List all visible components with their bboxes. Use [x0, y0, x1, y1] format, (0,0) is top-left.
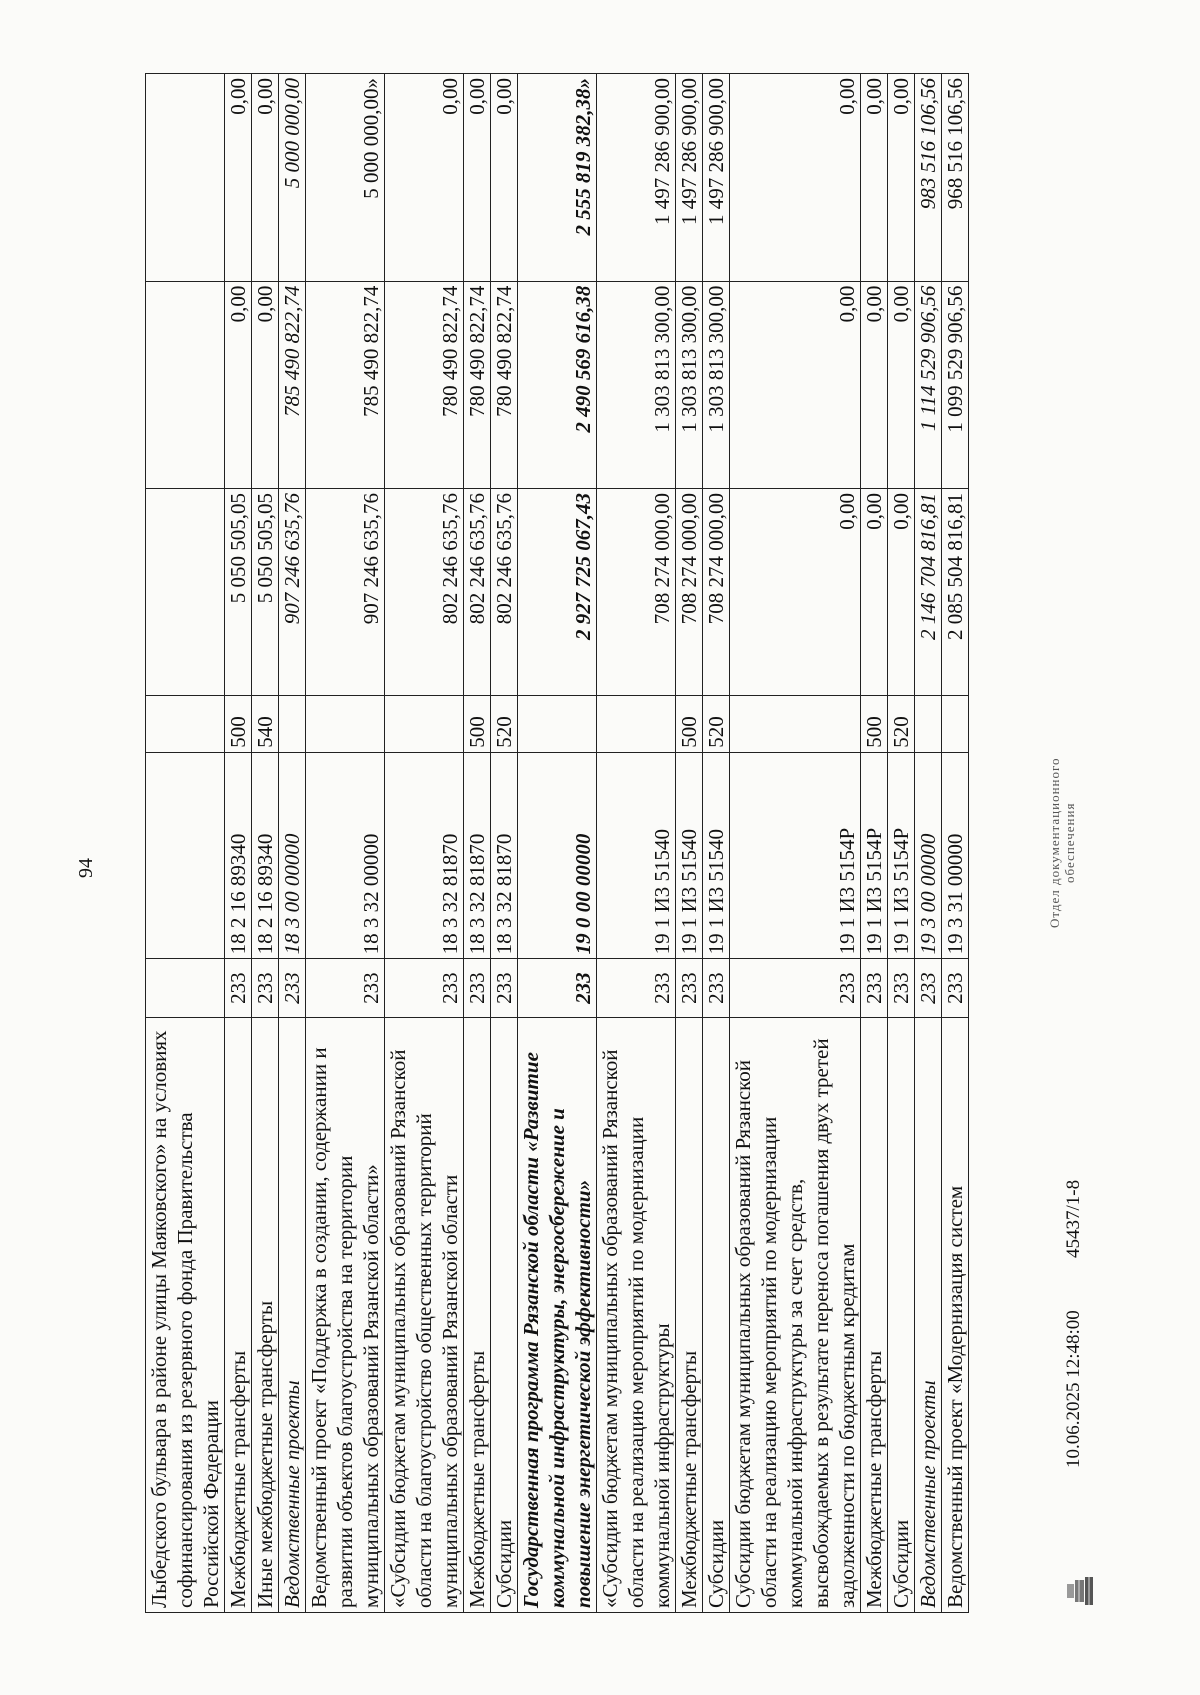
- row-expense-type-cell: 540: [252, 695, 279, 751]
- row-ministry-code-cell: [146, 958, 225, 1016]
- row-ministry-code-cell: 233: [915, 958, 942, 1016]
- row-amount-year2-cell: [146, 281, 225, 488]
- row-ministry-code-cell: 233: [385, 958, 464, 1016]
- table-row: [730, 73, 861, 1612]
- row-amount-year2-cell: 0,00: [252, 281, 279, 488]
- page-number: 94: [75, 857, 97, 878]
- row-expense-type-cell: [518, 695, 597, 751]
- row-expense-type-cell: 500: [861, 695, 888, 751]
- row-name-cell: Ведомственный проект «Поддержка в создании, содержании и развитии объектов благоустройства на территории муниципальных образований Рязанской области»: [306, 1017, 385, 1612]
- table-row: [703, 73, 730, 1612]
- table-row: [597, 73, 676, 1612]
- footer-department-stamp: [1047, 757, 1077, 928]
- row-amount-year1-cell: 708 274 000,00: [676, 488, 703, 695]
- row-name-cell: Межбюджетные трансферты: [464, 1017, 491, 1612]
- row-amount-year1-cell: 907 246 635,76: [279, 488, 306, 695]
- row-ministry-code-cell: 233: [597, 958, 676, 1016]
- row-amount-year2-cell: 780 490 822,74: [491, 281, 518, 488]
- row-amount-year1-cell: 0,00: [730, 488, 861, 695]
- row-ministry-code-cell: 233: [252, 958, 279, 1016]
- row-expense-type-cell: [385, 695, 464, 751]
- row-expense-type-cell: 520: [491, 695, 518, 751]
- row-amount-year1-cell: 802 246 635,76: [385, 488, 464, 695]
- row-amount-year1-cell: 708 274 000,00: [703, 488, 730, 695]
- row-amount-year1-cell: 802 246 635,76: [491, 488, 518, 695]
- row-ministry-code-cell: 233: [491, 958, 518, 1016]
- document-system-icon: [1063, 1574, 1097, 1608]
- row-amount-year1-cell: [146, 488, 225, 695]
- footer-dept-line1: Отдел документационного: [1047, 757, 1062, 928]
- row-ministry-code-cell: 233: [676, 958, 703, 1016]
- row-target-article-cell: 18 3 32 00000: [306, 752, 385, 959]
- row-target-article-cell: 19 1 И3 5154Р: [861, 752, 888, 959]
- row-target-article-cell: 18 3 32 81870: [464, 752, 491, 959]
- row-ministry-code-cell: 233: [279, 958, 306, 1016]
- table-row: [225, 73, 252, 1612]
- row-ministry-code-cell: 233: [861, 958, 888, 1016]
- footer-doc-code: 45437/1-8: [1063, 1179, 1084, 1258]
- row-amount-year3-cell: 0,00: [730, 73, 861, 281]
- row-name-cell: Ведомственные проекты: [279, 1017, 306, 1612]
- row-amount-year1-cell: 2 927 725 067,43: [518, 488, 597, 695]
- row-amount-year3-cell: 0,00: [861, 73, 888, 281]
- row-expense-type-cell: [306, 695, 385, 751]
- row-expense-type-cell: 500: [464, 695, 491, 751]
- row-amount-year3-cell: 0,00: [464, 73, 491, 281]
- row-amount-year2-cell: 0,00: [730, 281, 861, 488]
- row-target-article-cell: 18 3 00 00000: [279, 752, 306, 959]
- table-row: [491, 73, 518, 1612]
- table-row: [464, 73, 491, 1612]
- table-row: [146, 73, 225, 1612]
- row-amount-year1-cell: 802 246 635,76: [464, 488, 491, 695]
- row-amount-year3-cell: 0,00: [385, 73, 464, 281]
- table-row: [279, 73, 306, 1612]
- table-row: [676, 73, 703, 1612]
- row-name-cell: «Субсидии бюджетам муниципальных образований Рязанской области на благоустройство общественных территорий муниципальных образований Рязанской области: [385, 1017, 464, 1612]
- row-amount-year3-cell: 1 497 286 900,00: [597, 73, 676, 281]
- table-row: [915, 73, 942, 1612]
- row-name-cell: Лыбедского бульвара в районе улицы Маяковского» на условиях софинансирования из резервного фонда Правительства Российской Федерации: [146, 1017, 225, 1612]
- row-ministry-code-cell: 233: [942, 958, 969, 1016]
- row-target-article-cell: 19 3 00 00000: [915, 752, 942, 959]
- row-target-article-cell: 18 3 32 81870: [385, 752, 464, 959]
- row-amount-year2-cell: 780 490 822,74: [464, 281, 491, 488]
- row-amount-year3-cell: 5 000 000,00: [279, 73, 306, 281]
- row-amount-year3-cell: 983 516 106,56: [915, 73, 942, 281]
- row-target-article-cell: [146, 752, 225, 959]
- row-target-article-cell: 18 2 16 89340: [225, 752, 252, 959]
- row-amount-year3-cell: 1 497 286 900,00: [703, 73, 730, 281]
- row-expense-type-cell: 520: [703, 695, 730, 751]
- row-name-cell: Иные межбюджетные трансферты: [252, 1017, 279, 1612]
- row-ministry-code-cell: 233: [518, 958, 597, 1016]
- table-row: [385, 73, 464, 1612]
- row-amount-year1-cell: 5 050 505,05: [225, 488, 252, 695]
- row-amount-year3-cell: 2 555 819 382,38»: [518, 73, 597, 281]
- table-row: [942, 73, 969, 1612]
- row-amount-year1-cell: 2 085 504 816,81: [942, 488, 969, 695]
- row-amount-year2-cell: 785 490 822,74: [306, 281, 385, 488]
- row-name-cell: Межбюджетные трансферты: [225, 1017, 252, 1612]
- row-amount-year1-cell: 5 050 505,05: [252, 488, 279, 695]
- budget-table: [145, 73, 969, 1613]
- row-amount-year2-cell: 1 099 529 906,56: [942, 281, 969, 488]
- row-amount-year1-cell: 0,00: [888, 488, 915, 695]
- row-target-article-cell: 18 3 32 81870: [491, 752, 518, 959]
- row-name-cell: Субсидии: [491, 1017, 518, 1612]
- row-amount-year2-cell: 785 490 822,74: [279, 281, 306, 488]
- row-amount-year2-cell: 1 303 813 300,00: [597, 281, 676, 488]
- row-amount-year1-cell: 907 246 635,76: [306, 488, 385, 695]
- row-name-cell: Ведомственные проекты: [915, 1017, 942, 1612]
- row-amount-year2-cell: 0,00: [861, 281, 888, 488]
- row-name-cell: «Субсидии бюджетам муниципальных образований Рязанской области на реализацию мероприятий по модернизации коммунальной инфраструктуры: [597, 1017, 676, 1612]
- row-target-article-cell: 19 1 И3 51540: [703, 752, 730, 959]
- row-target-article-cell: 18 2 16 89340: [252, 752, 279, 959]
- row-amount-year2-cell: 2 490 569 616,38: [518, 281, 597, 488]
- row-expense-type-cell: [597, 695, 676, 751]
- row-expense-type-cell: 520: [888, 695, 915, 751]
- row-expense-type-cell: [942, 695, 969, 751]
- table-row: [518, 73, 597, 1612]
- row-target-article-cell: 19 0 00 00000: [518, 752, 597, 959]
- table-row: [252, 73, 279, 1612]
- row-amount-year2-cell: 0,00: [225, 281, 252, 488]
- row-amount-year1-cell: 708 274 000,00: [597, 488, 676, 695]
- row-name-cell: Межбюджетные трансферты: [861, 1017, 888, 1612]
- row-expense-type-cell: [730, 695, 861, 751]
- footer-datetime: 10.06.2025 12:48:00: [1063, 1309, 1084, 1468]
- row-amount-year2-cell: 780 490 822,74: [385, 281, 464, 488]
- row-amount-year3-cell: 5 000 000,00»: [306, 73, 385, 281]
- row-ministry-code-cell: 233: [703, 958, 730, 1016]
- row-name-cell: Субсидии: [703, 1017, 730, 1612]
- row-name-cell: Ведомственный проект «Модернизация систем: [942, 1017, 969, 1612]
- row-amount-year3-cell: [146, 73, 225, 281]
- budget-table-body: [146, 73, 969, 1612]
- row-ministry-code-cell: 233: [306, 958, 385, 1016]
- row-expense-type-cell: 500: [225, 695, 252, 751]
- row-amount-year3-cell: 0,00: [491, 73, 518, 281]
- row-expense-type-cell: 500: [676, 695, 703, 751]
- table-row: [861, 73, 888, 1612]
- row-expense-type-cell: [146, 695, 225, 751]
- table-row: [306, 73, 385, 1612]
- row-amount-year2-cell: 1 114 529 906,56: [915, 281, 942, 488]
- row-name-cell: Государственная программа Рязанской области «Развитие коммунальной инфраструктуры, энергосбережение и повышение энергетической эффективности»: [518, 1017, 597, 1612]
- row-ministry-code-cell: 233: [225, 958, 252, 1016]
- row-name-cell: Субсидии: [888, 1017, 915, 1612]
- row-target-article-cell: 19 1 И3 5154Р: [888, 752, 915, 959]
- row-amount-year2-cell: 0,00: [888, 281, 915, 488]
- row-amount-year3-cell: 0,00: [888, 73, 915, 281]
- row-amount-year3-cell: 1 497 286 900,00: [676, 73, 703, 281]
- row-target-article-cell: 19 3 31 00000: [942, 752, 969, 959]
- row-expense-type-cell: [915, 695, 942, 751]
- row-amount-year3-cell: 0,00: [252, 73, 279, 281]
- row-amount-year1-cell: 2 146 704 816,81: [915, 488, 942, 695]
- row-target-article-cell: 19 1 И3 51540: [676, 752, 703, 959]
- row-amount-year2-cell: 1 303 813 300,00: [703, 281, 730, 488]
- row-target-article-cell: 19 1 И3 51540: [597, 752, 676, 959]
- row-name-cell: Субсидии бюджетам муниципальных образований Рязанской области на реализацию мероприятий по модернизации коммунальной инфраструктуры за счет средств, высвобождаемых в результате переноса погашения двух третей задолженности по бюджетным кредитам: [730, 1017, 861, 1612]
- row-ministry-code-cell: 233: [888, 958, 915, 1016]
- row-target-article-cell: 19 1 И3 5154Р: [730, 752, 861, 959]
- rotated-page-content: [35, 28, 1165, 1668]
- row-ministry-code-cell: 233: [464, 958, 491, 1016]
- footer-dept-line2: обеспечения: [1062, 802, 1077, 883]
- row-ministry-code-cell: 233: [730, 958, 861, 1016]
- table-row: [888, 73, 915, 1612]
- row-name-cell: Межбюджетные трансферты: [676, 1017, 703, 1612]
- row-amount-year1-cell: 0,00: [861, 488, 888, 695]
- row-amount-year3-cell: 968 516 106,56: [942, 73, 969, 281]
- row-amount-year2-cell: 1 303 813 300,00: [676, 281, 703, 488]
- row-expense-type-cell: [279, 695, 306, 751]
- row-amount-year3-cell: 0,00: [225, 73, 252, 281]
